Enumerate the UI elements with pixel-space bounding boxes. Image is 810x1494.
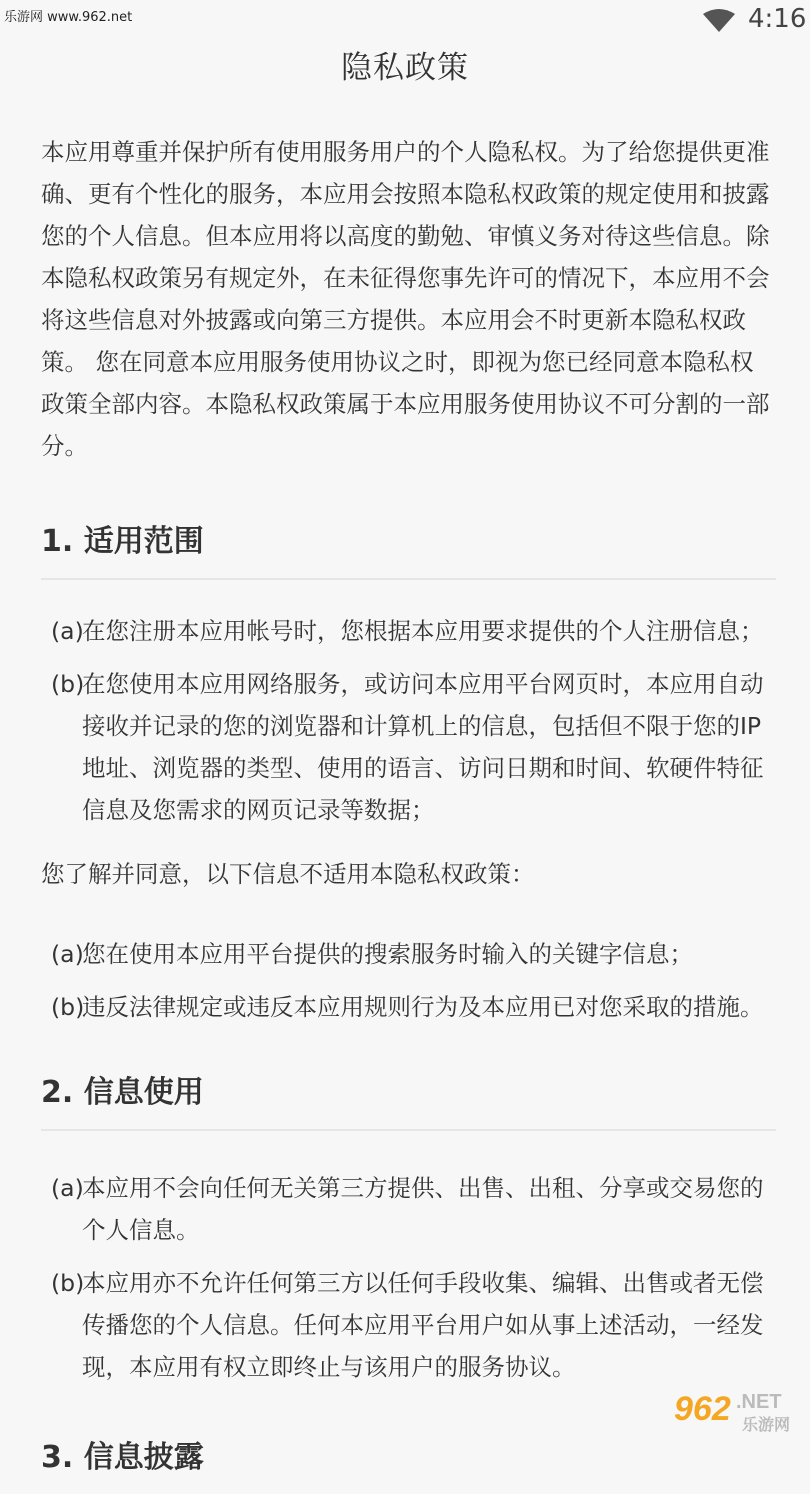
item-text: 本应用不会向任何无关第三方提供、出售、出租、分享或交易您的个人信息。 bbox=[82, 1174, 764, 1244]
item-text: 在您使用本应用网络服务，或访问本应用平台网页时，本应用自动接收并记录的您的浏览器和计算机上的信息，包括但不限于您的IP地址、浏览器的类型、使用的语言、访问日期和时间、软硬件特征信息及您需求的网页记录等数据； bbox=[82, 670, 764, 824]
item-marker: (b) bbox=[51, 993, 85, 1021]
item-text: 违反法律规定或违反本应用规则行为及本应用已对您采取的措施。 bbox=[82, 993, 764, 1021]
logo-number: 962 bbox=[674, 1390, 731, 1428]
wifi-icon bbox=[702, 9, 736, 33]
item-marker: (a) bbox=[51, 940, 84, 968]
policy-content[interactable] bbox=[41, 131, 776, 1494]
watermark-text: 乐游网 www.962.net bbox=[4, 10, 133, 25]
status-time: 4:16 bbox=[748, 4, 807, 34]
item-marker: (a) bbox=[51, 1174, 84, 1202]
list-item bbox=[41, 1262, 776, 1388]
item-text: 您在使用本应用平台提供的搜索服务时输入的关键字信息； bbox=[82, 940, 693, 968]
item-text: 在您注册本应用帐号时，您根据本应用要求提供的个人注册信息； bbox=[82, 617, 764, 645]
section-heading-usage: 2. 信息使用 bbox=[41, 1073, 776, 1131]
section-heading-scope: 1. 适用范围 bbox=[41, 522, 776, 580]
page-title: 隐私政策 bbox=[341, 50, 469, 86]
list-item bbox=[41, 986, 776, 1028]
list-item bbox=[41, 1167, 776, 1251]
logo-suffix: .NET bbox=[736, 1391, 782, 1413]
item-marker: (b) bbox=[51, 670, 85, 698]
item-marker: (a) bbox=[51, 617, 84, 645]
status-bar bbox=[0, 0, 810, 40]
logo-label: 乐游网 bbox=[742, 1415, 791, 1434]
item-text: 本应用亦不允许任何第三方以任何手段收集、编辑、出售或者无偿传播您的个人信息。任何本应用平台用户如从事上述活动，一经发现，本应用有权立即终止与该用户的服务协议。 bbox=[82, 1269, 764, 1381]
list-item bbox=[41, 610, 776, 652]
watermark-logo bbox=[672, 1386, 806, 1436]
exclusion-note: 您了解并同意，以下信息不适用本隐私权政策： bbox=[41, 860, 535, 888]
intro-paragraph: 本应用尊重并保护所有使用服务用户的个人隐私权。为了给您提供更准确、更有个性化的服务，本应用会按照本隐私权政策的规定使用和披露您的个人信息。但本应用将以高度的勤勉、审慎义务对待这些信息。除本隐私权政策另有规定外，在未征得您事先许可的情况下，本应用不会将这些信息对外披露或向第三方提供。本应用会不时更新本隐私权政策。 您在同意本应用服务使用协议之时，即视为您已经同意本隐私权政策全部内容。本隐私权政策属于本应用服务使用协议不可分割的一部分。 bbox=[41, 138, 770, 460]
section-heading-disclosure: 3. 信息披露 bbox=[41, 1440, 204, 1475]
item-marker: (b) bbox=[51, 1269, 85, 1297]
list-item bbox=[41, 933, 776, 975]
list-item bbox=[41, 663, 776, 831]
